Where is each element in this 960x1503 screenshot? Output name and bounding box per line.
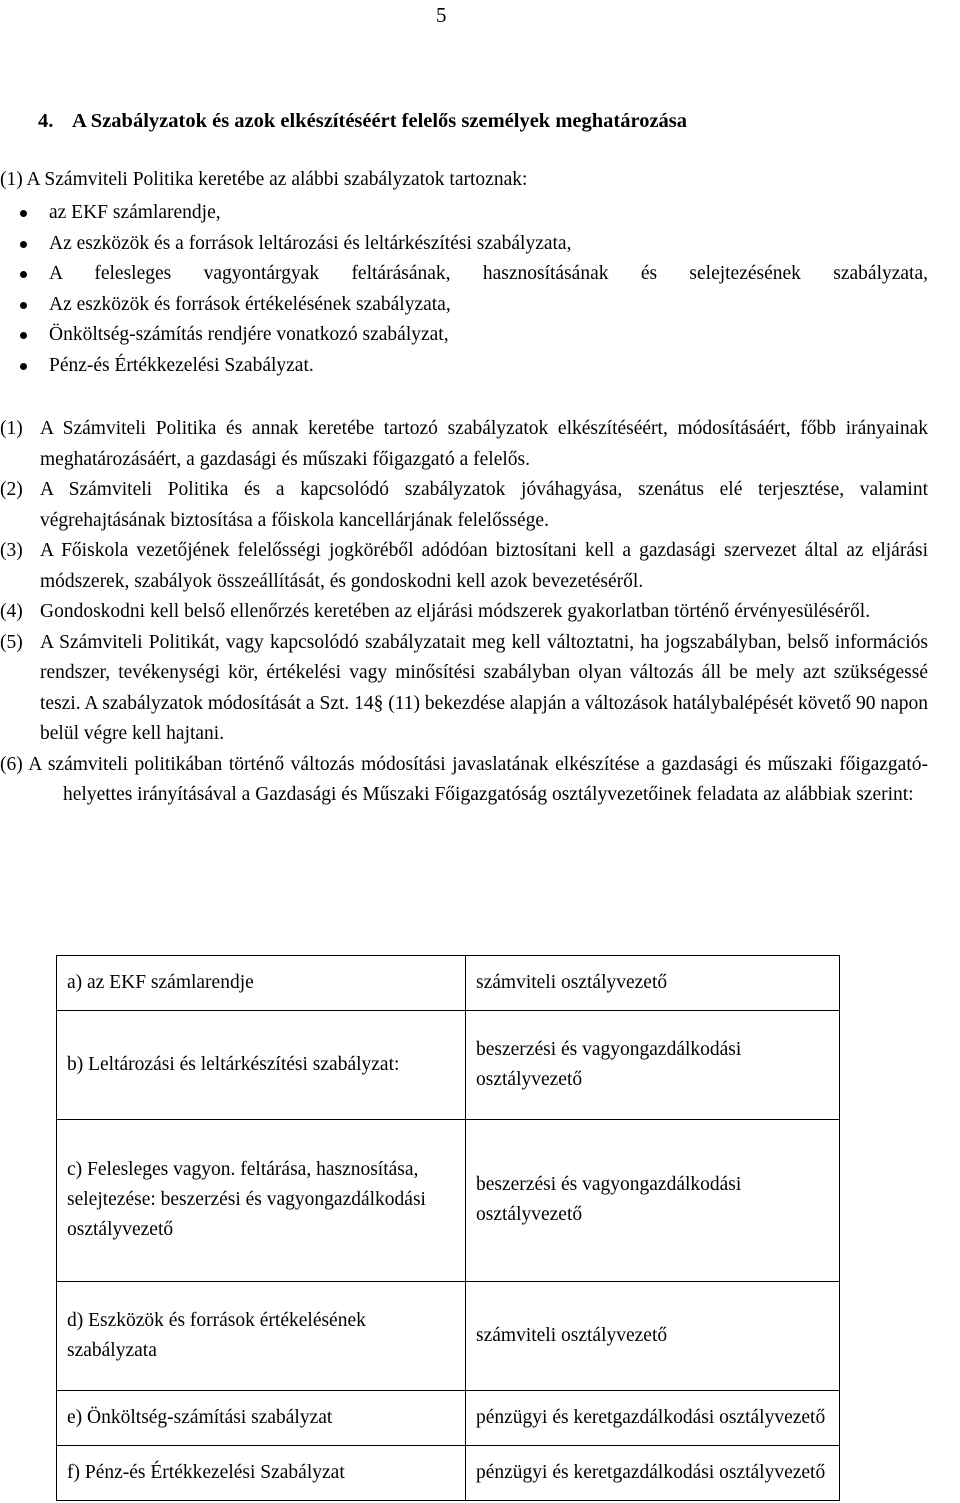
table-cell-responsible: beszerzési és vagyongazdálkodási osztályvezető xyxy=(466,1119,840,1281)
intro-paragraph: (1) A Számviteli Politika keretébe az alábbi szabályzatok tartoznak: xyxy=(0,169,528,190)
paragraph-text: A Számviteli Politika és annak keretébe tartozó szabályzatok elkészítéséért, módosításáért, főbb irányainak meghatározásáért, a gazdasági és műszaki főigazgató a felelős. xyxy=(40,418,928,470)
paragraph-number: (1) xyxy=(0,418,23,439)
paragraph-text: A Főiskola vezetőjének felelősségi jogköréből adódóan biztosítani kell a gazdasági szervezet által az eljárási módszerek, szabályok összeállítását, és gondoskodni kell azok bevezetéséről. xyxy=(40,540,928,592)
paragraph xyxy=(0,475,928,536)
paragraph xyxy=(0,628,928,750)
list-item: Pénz-és Értékkezelési Szabályzat. xyxy=(0,351,928,382)
table-row xyxy=(57,1281,840,1390)
table-cell-responsible: pénzügyi és keretgazdálkodási osztályvezető xyxy=(466,1445,840,1500)
regulation-list xyxy=(0,198,928,381)
paragraph-text: A Számviteli Politika és a kapcsolódó szabályzatok jóváhagyása, szenátus elé terjesztése, valamint végrehajtásának biztosítása a főiskola kancellárjának felelőssége. xyxy=(40,479,928,531)
table-cell-responsible: számviteli osztályvezető xyxy=(466,956,840,1011)
list-item: Önköltség-számítás rendjére vonatkozó szabályzat, xyxy=(0,320,928,351)
table-row xyxy=(57,1445,840,1500)
paragraph-number: (6) xyxy=(0,753,23,775)
paragraph-text: A számviteli politikában történő változás módosítási javaslatának elkészítése a gazdasági és műszaki főigazgató-helyettes irányításával a Gazdasági és Műszaki Főigazgatóság osztályvezetőinek feladata az alábbiak szerint: xyxy=(28,753,928,805)
paragraph-number: (5) xyxy=(0,631,23,653)
paragraph-text: A Számviteli Politikát, vagy kapcsolódó szabályzatait meg kell változtatni, ha jogszabályban, belső információs rendszer, tevékenységi kör, értékelési vagy minősítési szabályban olyan változás áll be mely azt szükségessé teszi. A szabályzatok módosítását a Szt. 14§ (11) bekezdése alapján a változások hatálybalépését követő 90 napon belül végre kell hajtani. xyxy=(40,631,928,744)
paragraph xyxy=(0,597,928,628)
numbered-paragraphs xyxy=(0,414,928,811)
paragraph-number: (3) xyxy=(0,540,23,561)
table-cell-rule: e) Önköltség-számítási szabályzat xyxy=(57,1390,466,1445)
table-cell-rule: b) Leltározási és leltárkészítési szabályzat: xyxy=(57,1011,466,1120)
list-item: A felesleges vagyontárgyak feltárásának, hasznosításának és selejtezésének szabályzata, xyxy=(0,259,928,290)
table-row xyxy=(57,1390,840,1445)
list-item: Az eszközök és források értékelésének szabályzata, xyxy=(0,290,928,321)
list-item: az EKF számlarendje, xyxy=(0,198,928,229)
table-cell-rule: a) az EKF számlarendje xyxy=(57,956,466,1011)
page-number: 5 xyxy=(436,3,447,27)
paragraph xyxy=(0,750,928,811)
paragraph xyxy=(0,536,928,597)
list-item: Az eszközök és a források leltározási és leltárkészítési szabályzata, xyxy=(0,229,928,260)
section-number: 4. xyxy=(38,110,54,132)
table-row xyxy=(57,1119,840,1281)
table-cell-rule: d) Eszközök és források értékelésének szabályzata xyxy=(57,1281,466,1390)
paragraph-number: (4) xyxy=(0,601,23,622)
paragraph-text: Gondoskodni kell belső ellenőrzés keretében az eljárási módszerek gyakorlatban történő érvényesüléséről. xyxy=(40,601,871,622)
section-title: A Szabályzatok és azok elkészítéséért felelős személyek meghatározása xyxy=(72,110,688,132)
table-cell-responsible: pénzügyi és keretgazdálkodási osztályvezető xyxy=(466,1390,840,1445)
table-cell-rule: c) Felesleges vagyon. feltárása, hasznosítása, selejtezése: beszerzési és vagyongazdálkodási osztályvezető xyxy=(57,1119,466,1281)
table-cell-responsible: beszerzési és vagyongazdálkodási osztályvezető xyxy=(466,1011,840,1120)
table-row xyxy=(57,1011,840,1120)
table-row xyxy=(57,956,840,1011)
paragraph xyxy=(0,414,928,475)
table-cell-rule: f) Pénz-és Értékkezelési Szabályzat xyxy=(57,1445,466,1500)
section-heading xyxy=(38,106,687,137)
paragraph-number: (2) xyxy=(0,479,23,500)
table-cell-responsible: számviteli osztályvezető xyxy=(466,1281,840,1390)
responsibility-table xyxy=(56,955,840,1501)
